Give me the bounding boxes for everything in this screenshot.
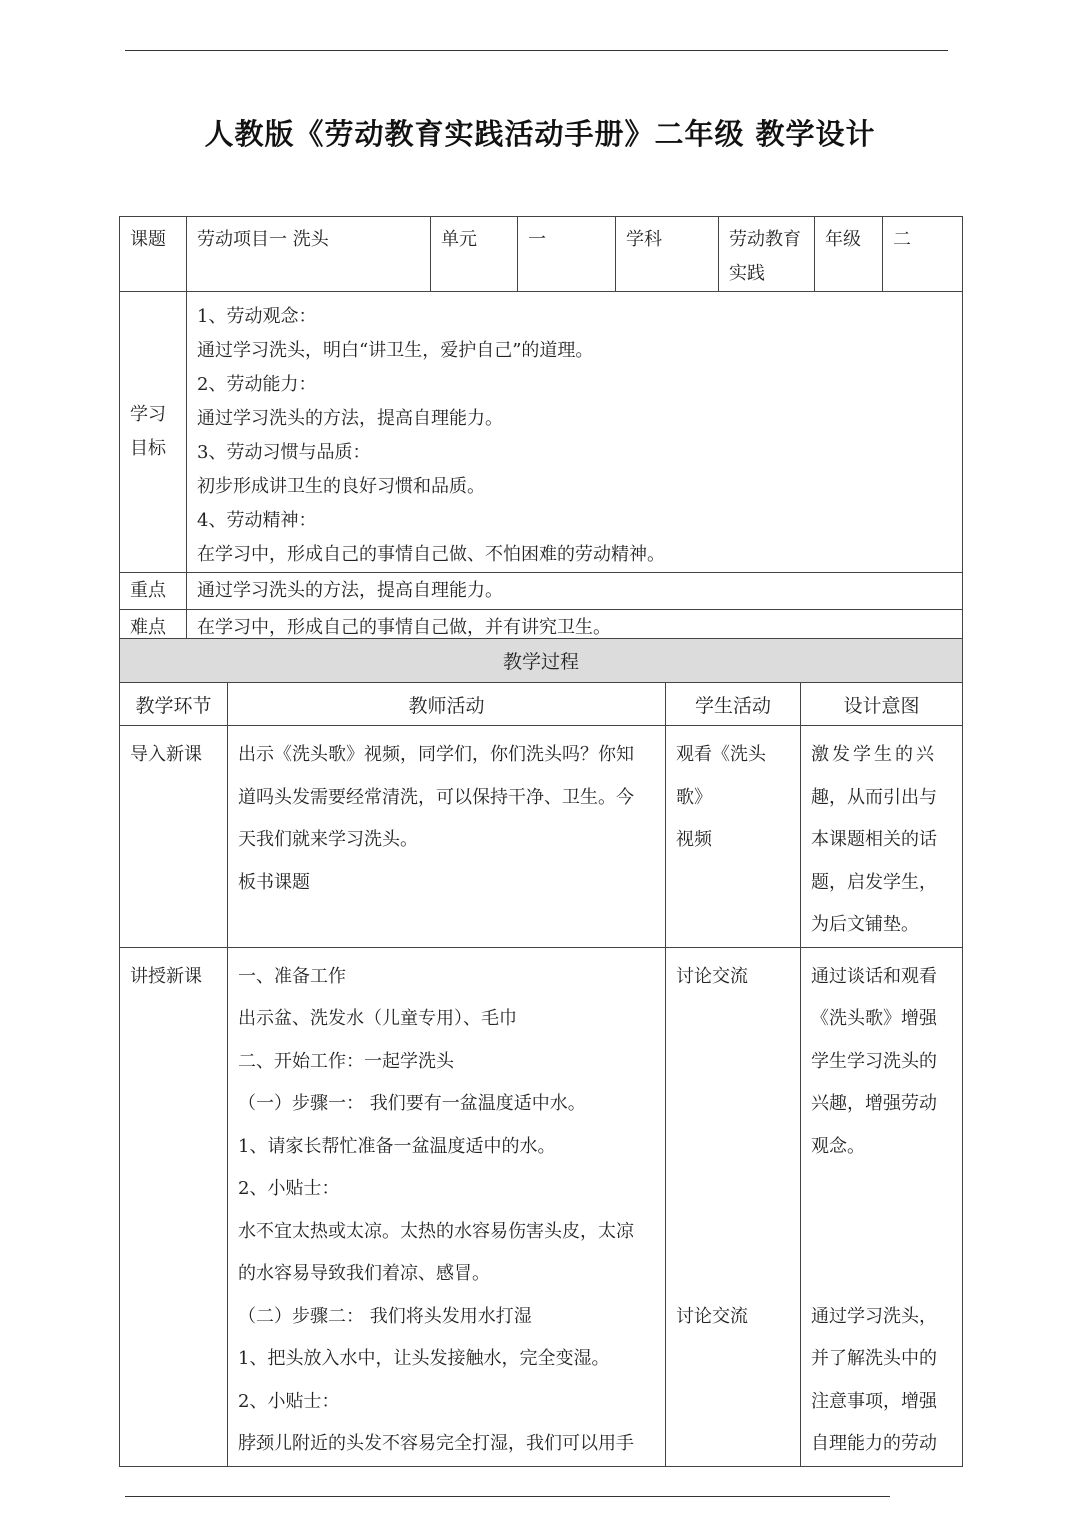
intent-line: 趣，从而引出与 bbox=[811, 786, 937, 808]
info-row bbox=[120, 217, 963, 292]
objectives-label-line: 目标 bbox=[130, 438, 166, 459]
intent-line: 本课题相关的话 bbox=[811, 829, 937, 850]
grade-value: 二 bbox=[883, 217, 963, 292]
intent-spacer bbox=[811, 1168, 952, 1211]
teacher-line: 1、把头放入水中，让头发接触水，完全变湿。 bbox=[238, 1348, 610, 1369]
intro-design-intent bbox=[801, 726, 963, 948]
document-title: 人教版《劳动教育实践活动手册》二年级 教学设计 bbox=[204, 117, 876, 151]
teacher-line: 1、请家长帮忙准备一盆温度适中的水。 bbox=[238, 1135, 556, 1157]
intro-student-activity bbox=[666, 726, 801, 948]
objective-line: 3、劳动习惯与品质： bbox=[197, 442, 371, 463]
intent-spacer bbox=[811, 1211, 952, 1254]
intent-line: 兴趣，增强劳动 bbox=[811, 1093, 937, 1114]
topic-label: 课题 bbox=[120, 217, 187, 292]
process-heading: 教学过程 bbox=[120, 639, 963, 683]
teacher-line: 板书课题 bbox=[238, 871, 310, 893]
intent-line: 《洗头歌》增强 bbox=[811, 1008, 937, 1029]
column-header-row bbox=[120, 683, 963, 726]
lecture-teacher-activity bbox=[228, 947, 666, 1466]
lecture-row bbox=[120, 947, 963, 1466]
key-point-label: 重点 bbox=[120, 573, 187, 610]
objective-line: 通过学习洗头的方法，提高自理能力。 bbox=[197, 408, 503, 429]
student-spacer bbox=[676, 998, 790, 1041]
student-spacer bbox=[676, 1083, 790, 1126]
student-line: 观看《洗头歌》 bbox=[676, 744, 766, 808]
info-table bbox=[119, 216, 963, 647]
objectives-content bbox=[187, 292, 963, 573]
objective-line: 在学习中，形成自己的事情自己做、不怕困难的劳动精神。 bbox=[197, 544, 665, 565]
student-spacer bbox=[676, 1126, 790, 1169]
difficulty-value: 在学习中，形成自己的事情自己做，并有讲究卫生。 bbox=[187, 610, 963, 647]
student-line: 讨论交流 bbox=[676, 965, 748, 987]
student-spacer bbox=[676, 1211, 790, 1254]
teacher-line: 二、开始工作：一起学洗头 bbox=[238, 1050, 454, 1072]
intent-line: 通过谈话和观看 bbox=[811, 965, 937, 987]
objective-line: 通过学习洗头，明白“讲卫生，爱护自己”的道理。 bbox=[197, 340, 594, 361]
intro-row bbox=[120, 726, 963, 948]
topic-value: 劳动项目一 洗头 bbox=[187, 217, 431, 292]
intent-line: 题，启发学生， bbox=[811, 871, 937, 893]
objective-line: 1、劳动观念： bbox=[197, 306, 317, 327]
teacher-line: （二）步骤二： 我们将头发用水打湿 bbox=[238, 1305, 532, 1327]
student-line: 视频 bbox=[676, 829, 712, 850]
key-point-value: 通过学习洗头的方法，提高自理能力。 bbox=[187, 573, 963, 610]
column-header-stage: 教学环节 bbox=[120, 683, 228, 726]
process-table bbox=[119, 638, 963, 1467]
subject-label: 学科 bbox=[616, 217, 719, 292]
intro-stage: 导入新课 bbox=[120, 726, 228, 948]
teacher-line: 出示《洗头歌》视频，同学们，你们洗头吗？你知 bbox=[238, 744, 634, 765]
teacher-line: 出示盆、洗发水（儿童专用）、毛巾 bbox=[238, 1008, 517, 1029]
lecture-design-intent bbox=[801, 947, 963, 1466]
grade-label: 年级 bbox=[815, 217, 883, 292]
subject-value-line: 实践 bbox=[729, 263, 765, 284]
objectives-label-line: 学习 bbox=[130, 404, 166, 425]
unit-label: 单元 bbox=[431, 217, 518, 292]
objective-line: 4、劳动精神： bbox=[197, 510, 317, 531]
column-header-intent: 设计意图 bbox=[801, 683, 963, 726]
subject-value bbox=[719, 217, 815, 292]
unit-value: 一 bbox=[518, 217, 616, 292]
process-heading-row bbox=[120, 639, 963, 683]
objective-line: 2、劳动能力： bbox=[197, 374, 317, 395]
column-header-student: 学生活动 bbox=[666, 683, 801, 726]
intent-line: 观念。 bbox=[811, 1135, 865, 1157]
teacher-line: 2、小贴士： bbox=[238, 1390, 340, 1412]
difficulty-label: 难点 bbox=[120, 610, 187, 647]
intent-line: 学生学习洗头的 bbox=[811, 1050, 937, 1072]
lecture-stage: 讲授新课 bbox=[120, 947, 228, 1466]
student-spacer bbox=[676, 1253, 790, 1296]
teacher-line: 水不宜太热或太凉。太热的水容易伤害头皮，太凉 bbox=[238, 1220, 634, 1242]
student-spacer bbox=[676, 1168, 790, 1211]
objective-line: 初步形成讲卫生的良好习惯和品质。 bbox=[197, 476, 485, 497]
teacher-line: 一、准备工作 bbox=[238, 965, 346, 987]
column-header-teacher: 教师活动 bbox=[228, 683, 666, 726]
teacher-line: 的水容易导致我们着凉、感冒。 bbox=[238, 1263, 490, 1284]
intent-line: 自理能力的劳动 bbox=[811, 1433, 937, 1454]
intent-line: 注意事项，增强 bbox=[811, 1390, 937, 1412]
top-rule bbox=[125, 50, 948, 51]
teacher-line: 天我们就来学习洗头。 bbox=[238, 829, 418, 850]
objectives-label bbox=[120, 292, 187, 573]
intent-line: 激发学生的兴 bbox=[811, 744, 937, 765]
teacher-line: 道吗头发需要经常清洗，可以保持干净、卫生。今 bbox=[238, 786, 634, 808]
bottom-rule bbox=[125, 1496, 890, 1497]
student-spacer bbox=[676, 1041, 790, 1084]
intent-line: 为后文铺垫。 bbox=[811, 914, 919, 935]
teacher-line: 2、小贴士： bbox=[238, 1178, 340, 1199]
intent-line: 并了解洗头中的 bbox=[811, 1348, 937, 1369]
teacher-line: 脖颈儿附近的头发不容易完全打湿，我们可以用手 bbox=[238, 1433, 634, 1454]
subject-value-line: 劳动教育 bbox=[729, 229, 801, 250]
lecture-student-activity bbox=[666, 947, 801, 1466]
key-point-row bbox=[120, 573, 963, 610]
teacher-line: （一）步骤一： 我们要有一盆温度适中水。 bbox=[238, 1093, 586, 1114]
intent-line: 通过学习洗头， bbox=[811, 1305, 937, 1327]
intro-teacher-activity bbox=[228, 726, 666, 948]
objectives-row bbox=[120, 292, 963, 573]
student-line: 讨论交流 bbox=[676, 1305, 748, 1327]
intent-spacer bbox=[811, 1253, 952, 1296]
